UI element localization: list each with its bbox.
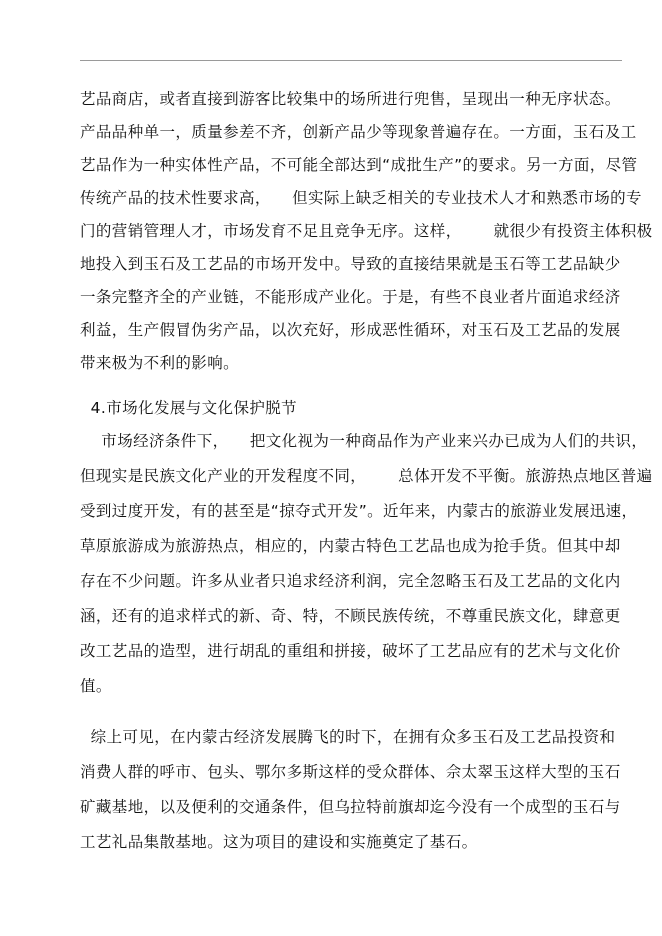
- header-rule: [80, 60, 622, 61]
- text-line: 带来极为不利的影响。: [80, 354, 240, 372]
- text-line: 草原旅游成为旅游热点，相应的，内蒙古特色工艺品也成为抢手货。但其中却: [80, 537, 621, 555]
- text-line: 涵，还有的追求样式的新、奇、特，不顾民族传统，不尊重民族文化，肆意更: [80, 607, 621, 625]
- text-line: 存在不少问题。许多从业者只追求经济利润，完全忽略玉石及工艺品的文化内: [80, 572, 621, 590]
- text-line: 一条完整齐全的产业链，不能形成产业化。于是，有些不良业者片面追求经济: [80, 288, 621, 306]
- text-line: 产品品种单一，质量参差不齐，创新产品少等现象普遍存在。一方面，玉石及工: [80, 123, 637, 141]
- text-line: 门的营销管理人才，市场发育不足且竞争无序。这样， 就很少有投资主体积极: [80, 222, 653, 240]
- text-line: 改工艺品的造型，进行胡乱的重组和拼接，破坏了工艺品应有的艺术与文化价: [80, 642, 621, 660]
- text-line: 值。: [80, 677, 112, 695]
- text-line: 传统产品的技术性要求高， 但实际上缺乏相关的专业技术人才和熟悉市场的专: [80, 189, 642, 207]
- text-line: 受到过度开发，有的甚至是“掠夺式开发”。近年来，内蒙古的旅游业发展迅速，: [80, 502, 638, 520]
- text-line: 消费人群的呼市、包头、鄂尔多斯这样的受众群体、佘太翠玉这样大型的玉石: [80, 763, 621, 781]
- text-line: 地投入到玉石及工艺品的市场开发中。导致的直接结果就是玉石等工艺品缺少: [80, 255, 621, 273]
- text-line: 但现实是民族文化产业的开发程度不同， 总体开发不平衡。旅游热点地区普遍: [80, 467, 653, 485]
- text-line: 工艺礼品集散基地。这为项目的建设和实施奠定了基石。: [80, 833, 478, 851]
- text-line: 利益，生产假冒伪劣产品，以次充好，形成恶性循环，对玉石及工艺品的发展: [80, 321, 621, 339]
- text-line: 市场经济条件下， 把文化视为一种商品作为产业来兴办已成为人们的共识，: [80, 432, 648, 450]
- text-line: 矿藏基地，以及便利的交通条件，但乌拉特前旗却迄今没有一个成型的玉石与: [80, 798, 621, 816]
- text-line: 艺品作为一种实体性产品，不可能全部达到“成批生产”的要求。另一方面，尽管: [80, 156, 638, 174]
- text-line: 综上可见，在内蒙古经济发展腾飞的时下，在拥有众多玉石及工艺品投资和: [80, 728, 616, 746]
- section-heading: 4.市场化发展与文化保护脱节: [80, 399, 298, 417]
- text-line: 艺品商店，或者直接到游客比较集中的场所进行兜售，呈现出一种无序状态。: [80, 90, 621, 108]
